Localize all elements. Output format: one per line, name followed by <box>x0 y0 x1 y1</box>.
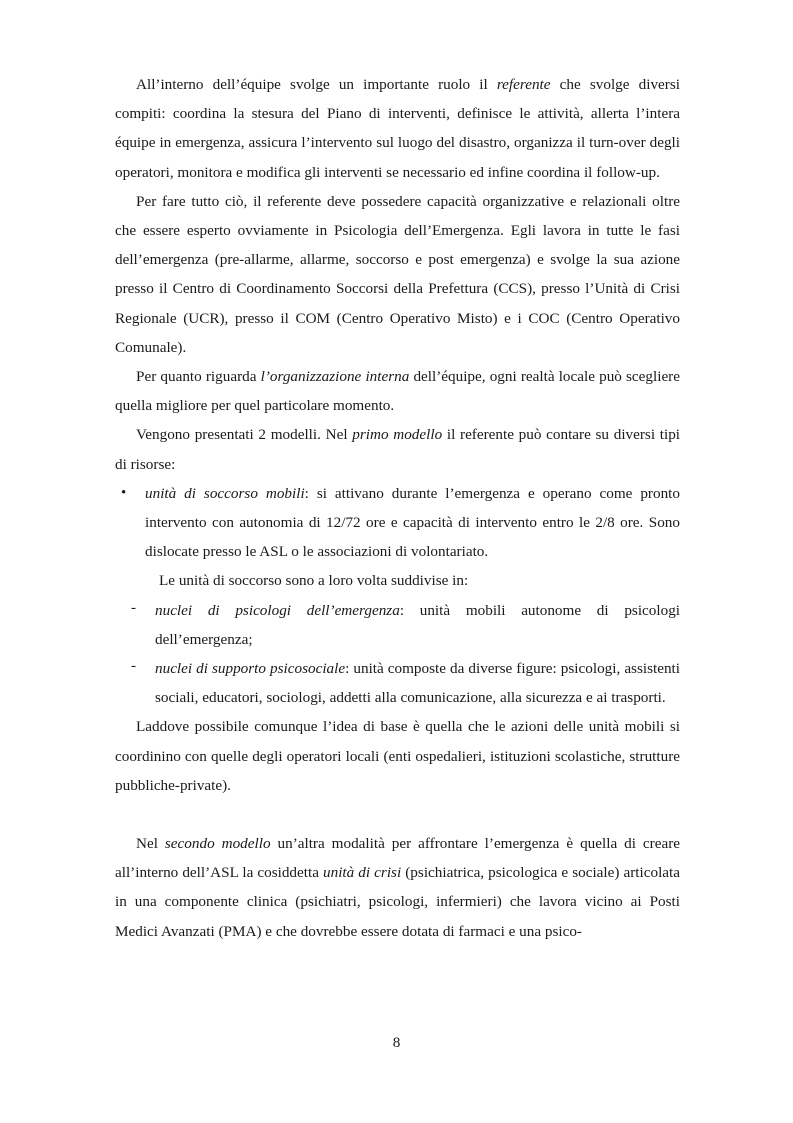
text-run: Nel <box>136 835 165 853</box>
text-run: (psichiatrica, psicologica e sociale) articolata in una componente clinica (psichiatri, psicologi, infermieri) che lavora vicino ai Posti Medici Avanzati (PMA) e che dovrebbe essere dotata di farmaci e una psico- <box>115 864 680 940</box>
dash-text <box>155 596 680 654</box>
italic-term: referente <box>496 76 551 93</box>
text-run: : unità mobili autonome di psicologi dell’emergenza; <box>155 601 681 648</box>
bullet-marker: • <box>121 484 127 501</box>
dash-marker: - <box>131 658 136 675</box>
paragraph-capacita: Per fare tutto ciò, il referente deve possedere capacità organizzative e relazionali oltre che essere esperto ovviamente in Psicologia dell’Emergenza. Egli lavora in tutte le fasi dell’emergenza (pre-allarme, allarme, soccorso e post emergenza) e svolge la sua azione presso il Centro di Coordinamento Soccorsi della Prefettura (CCS), presso l’Unità di Crisi Regionale (UCR), presso il COM (Centro Operativo Misto) e i COC (Centro Operativo Comunale). <box>115 192 680 356</box>
italic-term: nuclei di psicologi dell’emergenza <box>155 601 400 619</box>
italic-term: unità di soccorso mobili <box>145 484 305 502</box>
text-run: Per quanto riguarda <box>136 368 261 386</box>
italic-term: primo modello <box>352 426 443 444</box>
document-page <box>115 70 680 946</box>
text-run: All’interno dell’équipe svolge un importante ruolo il <box>136 76 497 93</box>
bullet-text <box>145 479 680 567</box>
paragraph-spacer <box>115 800 680 829</box>
dash-item-nuclei-psicologi <box>115 596 680 654</box>
text-run: un’altra modalità per affrontare l’emergenza è quella di creare all’interno dell’ASL la cosiddetta <box>115 835 680 882</box>
text-run: : si attivano durante l’emergenza e operano come pronto intervento con autonomia di 12/72 ore e capacità di intervento entro le 2/8 ore. Sono dislocate presso le ASL o le associazioni di volontariato. <box>145 484 680 561</box>
paragraph-referente <box>115 70 680 187</box>
dash-text <box>155 654 680 712</box>
text-run: il referente può contare su diversi tipi di risorse: <box>115 426 681 473</box>
paragraph-laddove: Laddove possibile comunque l’idea di base è quella che le azioni delle unità mobili si coordinino con quelle degli operatori locali (enti ospedalieri, istituzioni scolastiche, strutture pubbliche-private). <box>115 718 680 794</box>
text-run: che svolge diversi compiti: coordina la stesura del Piano di interventi, definisce le attività, allerta l’intera équipe in emergenza, assicura l’intervento sul luogo del disastro, organizza il turn-over degli operatori, monitora e modifica gli interventi se necessario ed infine coordina il follow-up. <box>115 76 680 181</box>
text-run: dell’équipe, ogni realtà locale può scegliere quella migliore per quel particolare momento. <box>115 368 680 415</box>
italic-term: secondo modello <box>164 835 271 853</box>
italic-term: l’organizzazione interna <box>260 368 410 386</box>
sub-intro: Le unità di soccorso sono a loro volta suddivise in: <box>159 572 469 590</box>
dash-item-nuclei-supporto <box>115 654 680 712</box>
italic-term: nuclei di supporto psicosociale <box>155 660 346 678</box>
italic-term: unità di crisi <box>323 864 402 882</box>
paragraph-secondo-modello <box>115 829 680 946</box>
text-run: Vengono presentati 2 modelli. Nel <box>136 426 353 444</box>
paragraph-modelli <box>115 420 680 478</box>
text-run: : unità composte da diverse figure: psicologi, assistenti sociali, educatori, sociologi, addetti alla comunicazione, alla sicurezza e ai trasporti. <box>155 660 681 707</box>
page-number: 8 <box>392 1034 401 1051</box>
bullet-item-unita-soccorso <box>115 479 680 567</box>
dash-marker: - <box>131 599 136 616</box>
paragraph-organizzazione <box>115 362 680 420</box>
